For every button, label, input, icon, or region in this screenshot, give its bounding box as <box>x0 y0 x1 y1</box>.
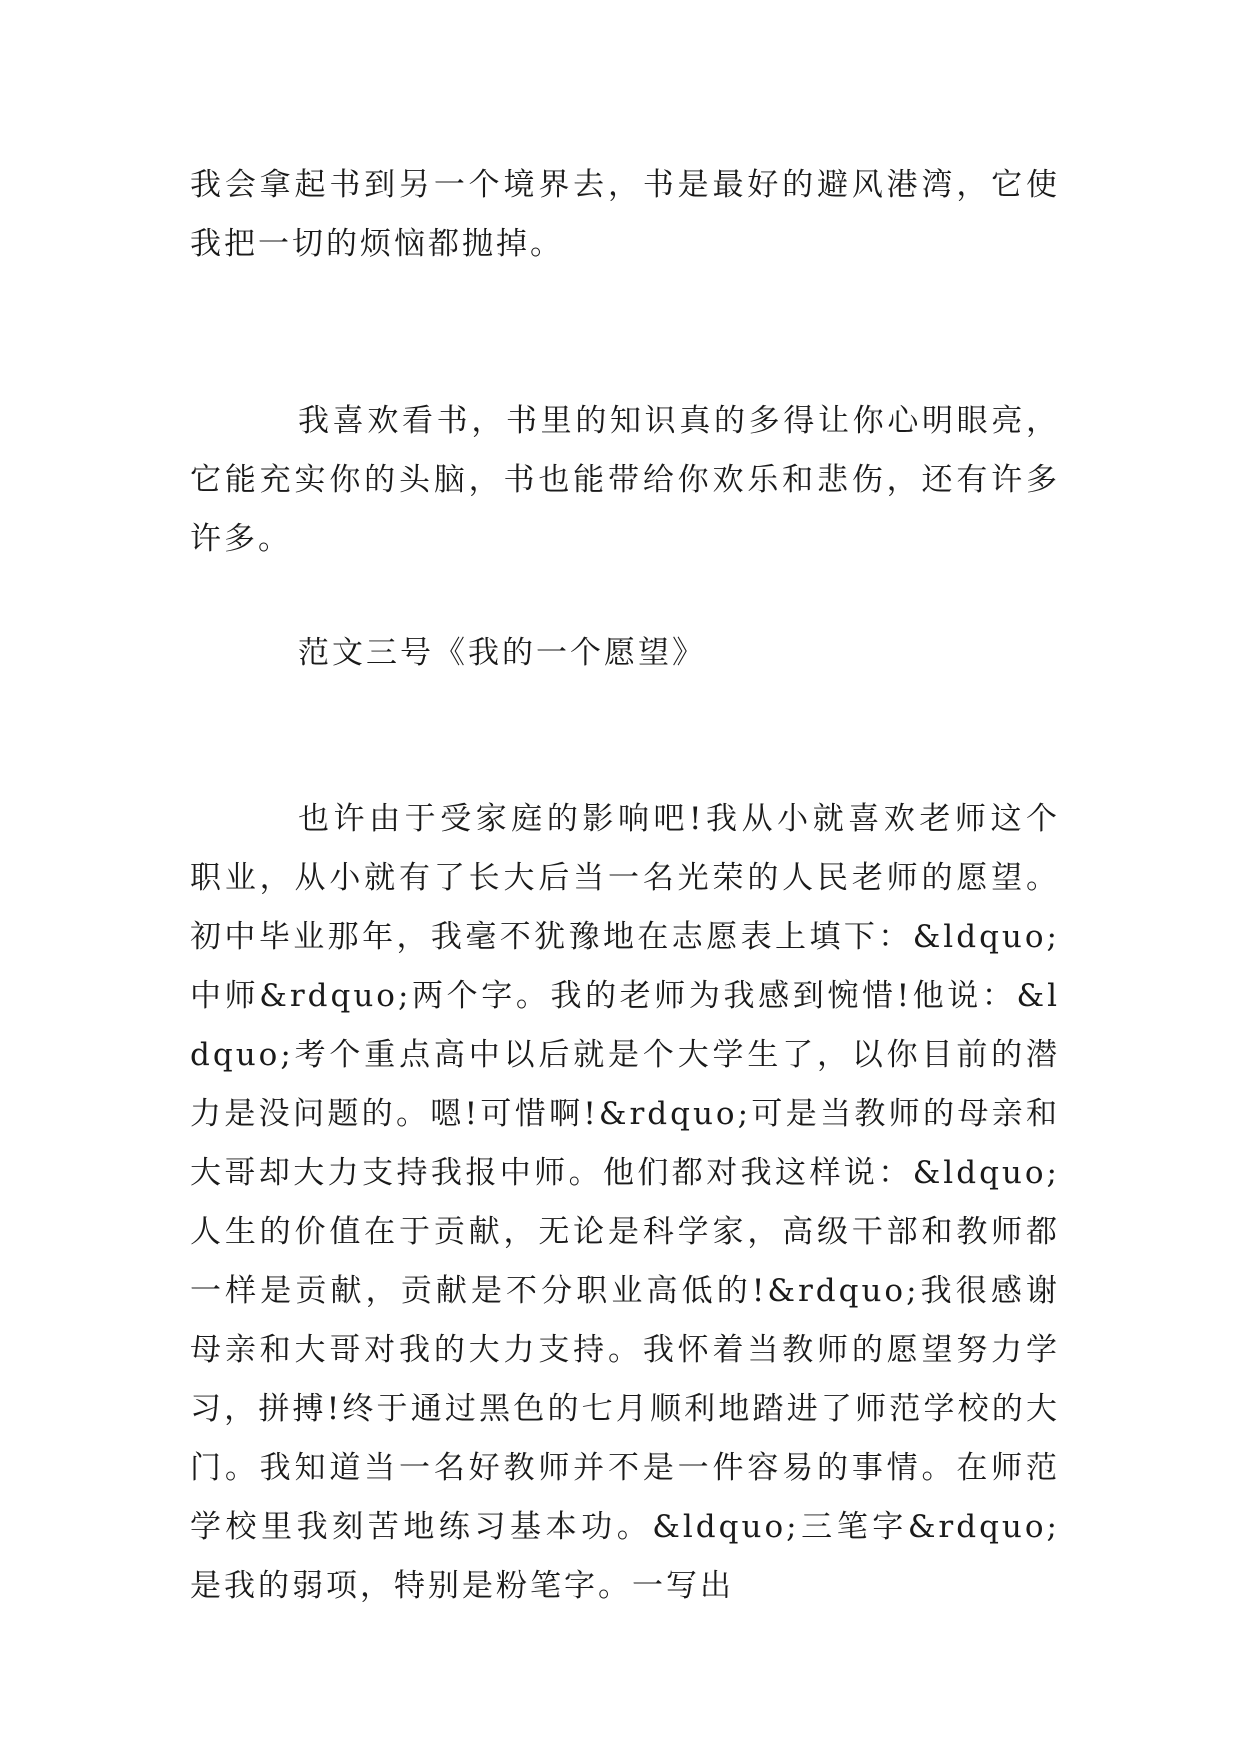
paragraph-book-haven: 我会拿起书到另一个境界去，书是最好的避风港湾，它使我把一切的烦恼都抛掉。 <box>190 167 1060 262</box>
section-heading: 范文三号《我的一个愿望》 <box>298 635 706 671</box>
paragraph-love-reading: 我喜欢看书，书里的知识真的多得让你心明眼亮，它能充实你的头脑，书也能带给你欢乐和悲伤，还有许多许多。 <box>190 403 1060 557</box>
paragraph-teacher-wish: 也许由于受家庭的影响吧!我从小就喜欢老师这个职业，从小就有了长大后当一名光荣的人民老师的愿望。初中毕业那年，我毫不犹豫地在志愿表上填下：&ldquo;中师&rdquo;两个字。我的老师为我感到惋惜!他说：&ldquo;考个重点高中以后就是个大学生了，以你目前的潜力是没问题的。嗯!可惜啊!&rdquo;可是当教师的母亲和大哥却大力支持我报中师。他们都对我这样说：&ldquo;人生的价值在于贡献，无论是科学家，高级干部和教师都一样是贡献，贡献是不分职业高低的!&rdquo;我很感谢母亲和大哥对我的大力支持。我怀着当教师的愿望努力学习，拼搏!终于通过黑色的七月顺利地踏进了师范学校的大门。我知道当一名好教师并不是一件容易的事情。在师范学校里我刻苦地练习基本功。&ldquo;三笔字&rdquo;是我的弱项，特别是粉笔字。一写出 <box>190 801 1060 1604</box>
